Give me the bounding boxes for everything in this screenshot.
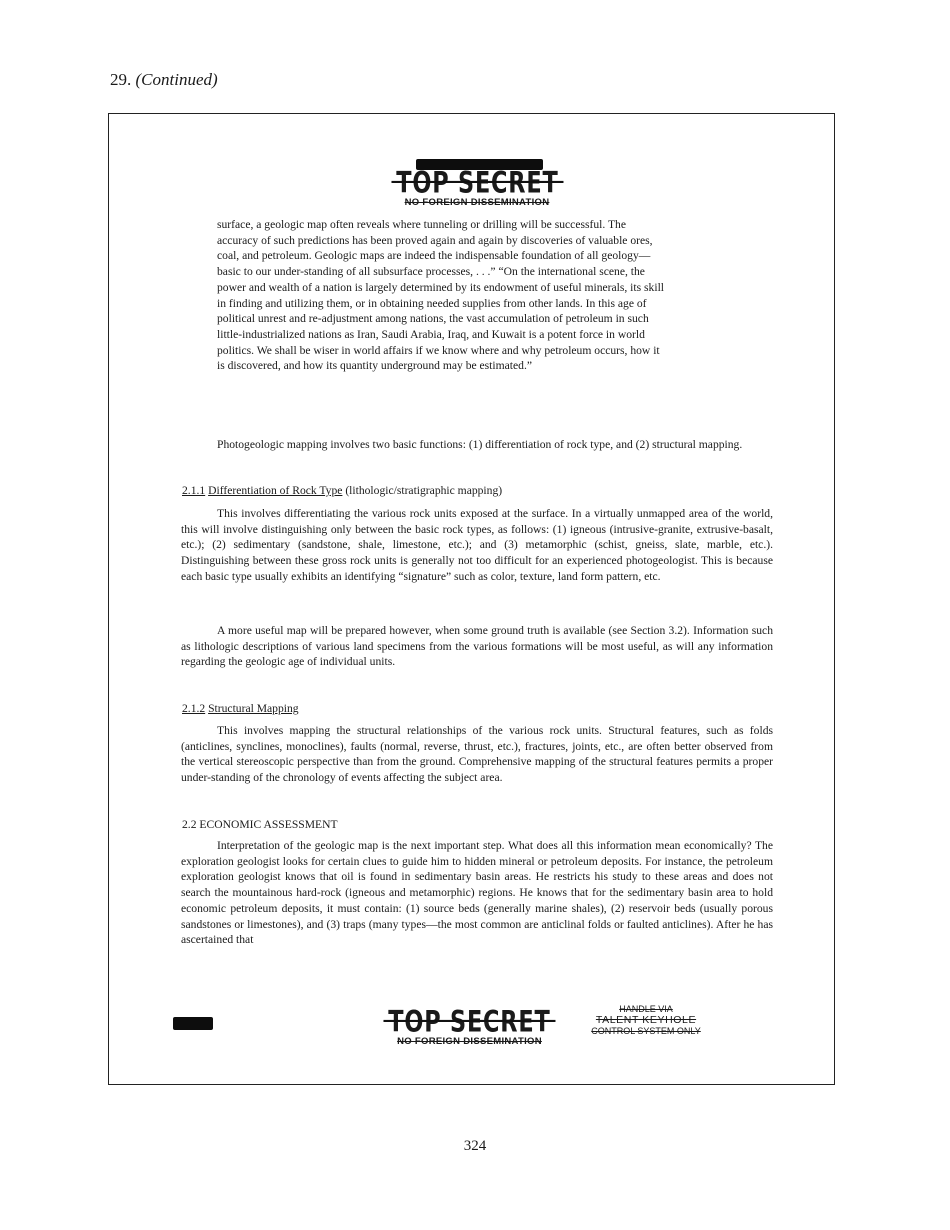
intro-paragraph: surface, a geologic map often reveals where tunneling or drilling will be successful. The accuracy of such predictions has been proved again and again by discoveries of valuable ores, coal, and petroleum. Geologic maps are indeed the indispensable foundation of all geology—basic to our under-standing of all subsurface processes, . . .” “On the international scene, the power and wealth of a nation is largely determined by its endowment of useful minerals, its skill in finding and utilizing them, or in obtaining needed supplies from other lands. In this age of political unrest and re-adjustment among nations, the vast accumulation of petroleum in such little-industrialized nations as Iran, Saudi Arabia, Iraq, and Kuwait is a potent force in world politics. We shall be wiser in world affairs if we know where and why petroleum occurs, how it is discovered, and how its quantity underground may be estimated.” (217, 218, 665, 373)
redaction-bar-bottom (173, 1017, 213, 1030)
handle-via-control-marking (556, 1004, 736, 1037)
no-foreign-dissemination-marking: NO FOREIGN DISSEMINATION (404, 197, 550, 208)
continued-label: (Continued) (135, 70, 218, 89)
section-2-1-1-paragraph-2: A more useful map will be prepared however, when some ground truth is available (see Section 3.2). Information such as lithologic descriptions of various land specimens from the various formations will be most useful, as will any information regarding the geologic age of individual units. (181, 624, 773, 669)
section-2-1-2-heading (182, 701, 299, 716)
section-2-1-1-para1-block (181, 506, 773, 585)
section-2-1-2-title: Structural Mapping (208, 702, 299, 715)
page-number: 324 (463, 1138, 487, 1154)
section-2-1-1-subtitle: (lithologic/stratigraphic mapping) (345, 484, 503, 497)
top-secret-marking-bottom: TOP SECRET (388, 1004, 551, 1039)
section-2-2-heading: 2.2 ECONOMIC ASSESSMENT (182, 818, 338, 831)
section-2-1-1-heading (182, 483, 502, 498)
section-2-1-1-paragraph-1: This involves differentiating the various rock units exposed at the surface. In a virtually unmapped area of the world, this will involve distinguishing only between the basic rock types, as follows: (1) igneous (intrusive-granite, extrusive-basalt, etc.); (2) sedimentary (sandstone, shale, limestone, etc.); and (3) metamorphic (schist, gneiss, slate, marble, etc.). Distinguishing between these gross rock units is generally not too difficult for an experienced photogeologist. This is because each basic type usually exhibits an identifying “signature” such as color, texture, land form pattern, etc. (181, 507, 773, 583)
section-2-1-2-para-block (181, 723, 773, 786)
photogeologic-paragraph-block (181, 437, 773, 453)
intro-paragraph-block (217, 217, 667, 374)
section-2-1-1-para2-block (181, 623, 773, 670)
section-2-2-paragraph: Interpretation of the geologic map is the next important step. What does all this information mean economically? The exploration geologist looks for certain clues to guide him to hidden mineral or petroleum deposits. For instance, the petroleum exploration geologist knows that oil is found in sedimentary basin areas. He restricts his study to these areas and does not search the mountainous hard-rock (igneous and metamorphic) regions. He knows that for the sedimentary basin area to hold economic petroleum deposits, it must contain: (1) source beds (generally marine shales), (2) reservoir beds (usually porous sandstones or limestones), and (3) traps (many types—the most common are anticlinal folds or faulted anticlines). After he has ascertained that (181, 839, 773, 947)
section-2-1-2-paragraph: This involves mapping the structural relationships of the various rock units. Structural features, such as folds (anticlines, synclines, monoclines), faults (normal, reverse, thrust, etc.), fractures, joints, etc., are often better observed from the vertical stereoscopic perspective than from the ground. Comprehensive mapping of the structural features permits a proper under-standing of the chronology of events affecting the subject area. (181, 724, 773, 785)
section-2-1-1-number: 2.1.1 (182, 484, 206, 497)
section-2-1-2-number: 2.1.2 (182, 702, 206, 715)
photogeologic-paragraph: Photogeologic mapping involves two basic functions: (1) differentiation of rock type, and (2) structural mapping. (217, 438, 743, 451)
section-2-1-1-title: Differentiation of Rock Type (208, 484, 343, 497)
bottom-classification-stamp (362, 1004, 577, 1047)
top-classification-stamp (372, 165, 582, 208)
page-header (110, 70, 218, 90)
handle-via-line: HANDLE VIA (619, 1004, 673, 1014)
talent-keyhole-line: TALENT KEYHOLE (595, 1014, 697, 1026)
no-foreign-dissemination-marking-bottom: NO FOREIGN DISSEMINATION (397, 1036, 542, 1047)
section-2-2-para-block (181, 838, 773, 948)
top-secret-marking: TOP SECRET (395, 165, 559, 200)
control-system-only-line: CONTROL SYSTEM ONLY (591, 1026, 701, 1036)
question-number: 29. (110, 70, 132, 89)
